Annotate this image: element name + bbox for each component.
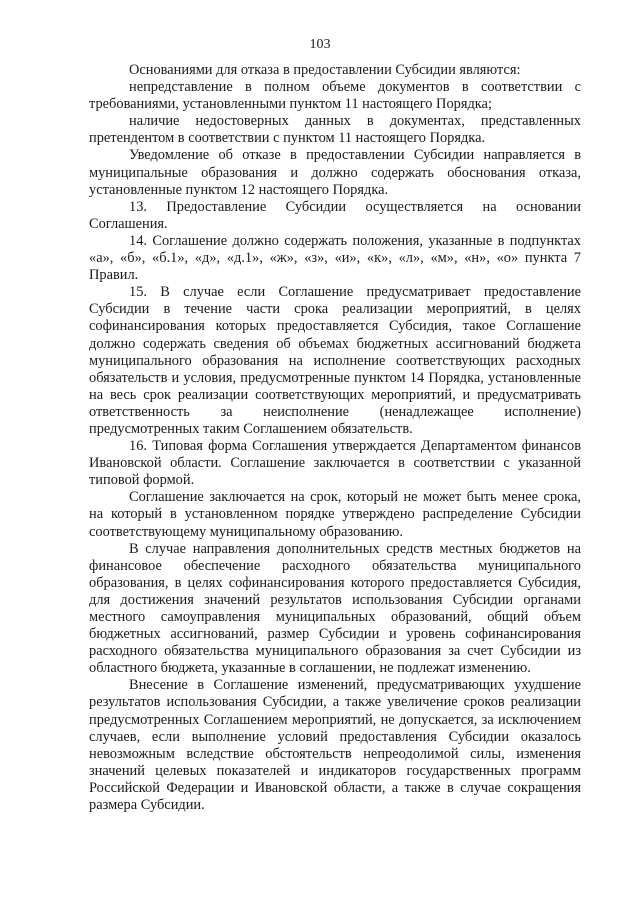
paragraph-unreliable-data: наличие недостоверных данных в документах, представленных претендентом в соответствии с пунктом 11 настоящего Порядка. bbox=[89, 113, 581, 147]
paragraph-13: 13. Предоставление Субсидии осуществляется на основании Соглашения. bbox=[89, 198, 581, 232]
page-number: 103 bbox=[309, 37, 331, 52]
paragraph-15: 15. В случае если Соглашение предусматривает предоставление Субсидии в течение части срока реализации мероприятий, в целях софинансирования которых предоставляется Субсидия, такое Соглашение должно содержать сведения об объемах бюджетных ассигнований бюджета муниципального образования на исполнение соответствующих расходных обязательств и условия, предусмотренные пунктом 14 Порядка, установленные на весь срок реализации соответствующих мероприятий, и предусматривать ответственность за неисполнение (ненадлежащее исполнение) предусмотренных таким Соглашением обязательств. bbox=[89, 284, 581, 437]
paragraph-refusal-grounds: Основаниями для отказа в предоставлении Субсидии являются: bbox=[129, 62, 521, 78]
paragraph-agreement-term: Соглашение заключается на срок, который не может быть менее срока, на который в установленном порядке утверждено распределение Субсидии соответствующему муниципальному образованию. bbox=[89, 489, 581, 540]
paragraph-16: 16. Типовая форма Соглашения утверждается Департаментом финансов Ивановской области. Соглашение заключается в соответствии с указанной типовой формой. bbox=[89, 438, 581, 489]
paragraph-additional-funds: В случае направления дополнительных средств местных бюджетов на финансовое обеспечение расходного обязательства муниципального образования, в целях софинансирования которого предоставляется Субсидия, для достижения значений результатов использования Субсидии органами местного самоуправления муниципальных образований, общий объем бюджетных ассигнований, размер Субсидии и уровень софинансирования расходного обязательства муниципального образования за счет Субсидии из областного бюджета, указанные в соглашении, не подлежат изменению. bbox=[89, 540, 581, 677]
paragraph-incomplete-documents: непредставление в полном объеме документов в соответствии с требованиями, установленными пунктом 11 настоящего Порядка; bbox=[89, 79, 581, 113]
paragraph-agreement-changes: Внесение в Соглашение изменений, предусматривающих ухудшение результатов использования Субсидии, а также увеличение сроков реализации предусмотренных Соглашением мероприятий, не допускается, за исключением случаев, если выполнение условий предоставления Субсидии оказалось невозможным вследствие обстоятельств непреодолимой силы, изменения значений целевых показателей и индикаторов государственных программ Российской Федерации и Ивановской области, а также в случае сокращения размера Субсидии. bbox=[89, 677, 581, 814]
paragraph-14: 14. Соглашение должно содержать положения, указанные в подпунктах «а», «б», «б.1», «д», «д.1», «ж», «з», «и», «к», «л», «м», «н», «о» пункта 7 Правил. bbox=[89, 232, 581, 284]
paragraph-refusal-notice: Уведомление об отказе в предоставлении Субсидии направляется в муниципальные образования и должно содержать обоснования отказа, установленные пунктом 12 настоящего Порядка. bbox=[89, 147, 581, 198]
document-body bbox=[89, 62, 581, 814]
